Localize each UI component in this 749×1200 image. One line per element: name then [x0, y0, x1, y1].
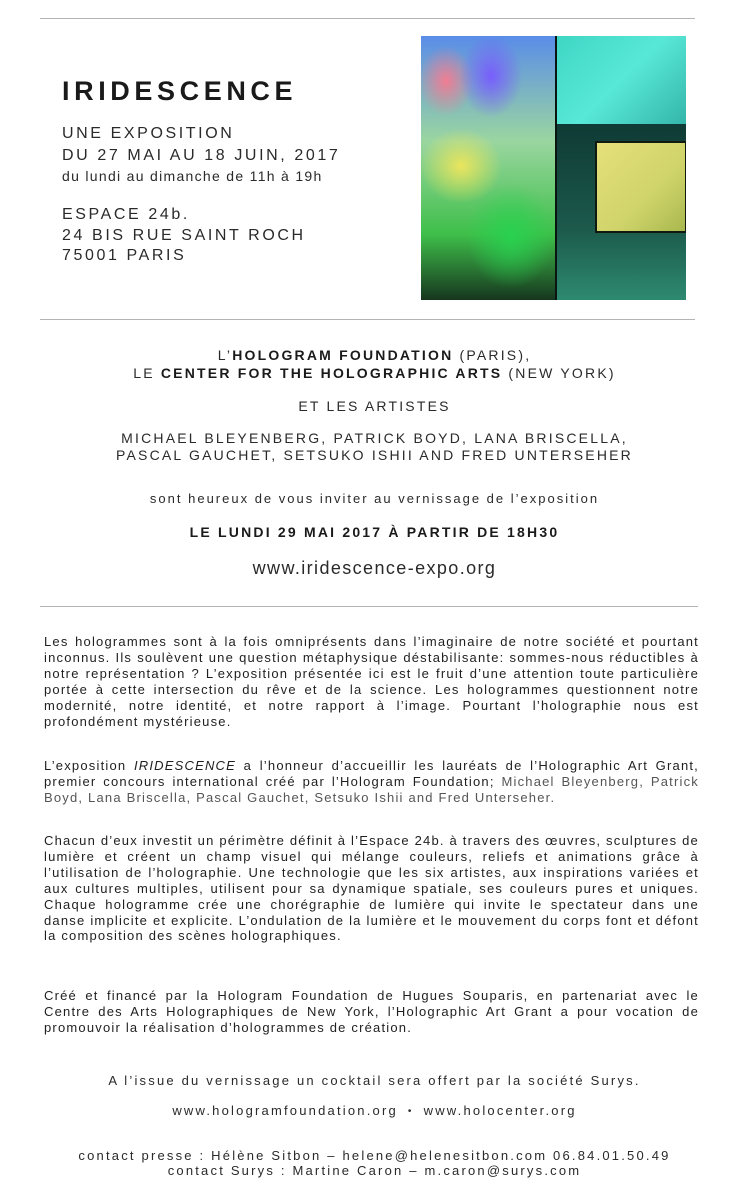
venue-street: 24 BIS RUE SAINT ROCH: [62, 227, 306, 244]
exhibition-website-link[interactable]: www.iridescence-expo.org: [252, 558, 497, 578]
vernissage-date: LE LUNDI 29 MAI 2017 À PARTIR DE 18H30: [189, 524, 560, 540]
paragraph-2-text: a l’honneur d’accueillir les lauréats de l’Holographic Art Grant, premier concours international créé par l’Hologram Foundation;: [44, 758, 699, 789]
section-divider-1: [40, 319, 695, 320]
artists-names-line-2: PASCAL GAUCHET, SETSUKO ISHII AND FRED UNTERSEHER: [116, 447, 633, 463]
center-name: CENTER FOR THE HOLOGRAPHIC ARTS: [160, 365, 503, 381]
body-paragraph-2: [44, 758, 699, 806]
hologram-foundation-link[interactable]: www.hologramfoundation.org: [172, 1103, 398, 1118]
exhibition-dates: DU 27 MAI AU 18 JUIN, 2017: [62, 147, 341, 164]
artwork-cyan-panel: [557, 36, 686, 124]
artwork-yellow-panel: [595, 141, 686, 233]
center-suffix: (NEW YORK): [502, 365, 616, 381]
foundation-suffix: (PARIS),: [453, 347, 532, 363]
body-paragraph-3: Chacun d’eux investit un périmètre définit à l’Espace 24b. à travers des œuvres, sculptures de lumière et créent un champ visuel qui mélange couleurs, reliefs et animations grâce à l’utilisation de l’holographie. Une technologie que les six artistes, aux inspirations variées et aux cultures multiples, utilisent pour sa dynamique spatiale, ses couleurs pures et uniques. Chaque hologramme crée une chorégraphie de lumière qui invite le spectateur dans une danse implicite et explicite. L’ondulation de la lumière et le mouvement du corps font et défont la composition des scènes holographiques.: [44, 833, 699, 944]
foundation-name: HOLOGRAM FOUNDATION: [232, 347, 454, 363]
artists-names-line-1: MICHAEL BLEYENBERG, PATRICK BOYD, LANA BRISCELLA,: [121, 430, 628, 446]
surys-contact: contact Surys : Martine Caron – m.caron@surys.com: [167, 1163, 582, 1178]
foundation-line: [0, 347, 749, 363]
laureates-names: Michael Bleyenberg, Patrick Boyd, Lana Briscella, Pascal Gauchet, Setsuko Ishii and Fred Unterseher.: [44, 773, 699, 805]
exhibition-label: UNE EXPOSITION: [62, 125, 235, 142]
section-divider-2: [40, 606, 698, 607]
artists-heading: ET LES ARTISTES: [298, 398, 451, 414]
artwork-left-panel: [421, 36, 555, 300]
paragraph-2-intro: L’exposition: [44, 758, 134, 773]
cocktail-notice: A l’issue du vernissage un cocktail sera offert par la société Surys.: [108, 1073, 641, 1088]
body-paragraph-4: Créé et financé par la Hologram Foundation de Hugues Souparis, en partenariat avec le Centre des Arts Holographiques de New York, l’Holographic Art Grant a pour vocation de promouvoir la réalisation d’hologrammes de création.: [44, 988, 699, 1035]
press-contact: contact presse : Hélène Sitbon – helene@helenesitbon.com 06.84.01.50.49: [78, 1148, 671, 1163]
venue-name: ESPACE 24b.: [62, 206, 190, 223]
footer-links: [0, 1103, 749, 1118]
foundation-prefix: L’: [217, 347, 233, 363]
link-separator: •: [407, 1106, 414, 1117]
venue-city: 75001 PARIS: [62, 247, 187, 264]
opening-hours: du lundi au dimanche de 11h à 19h: [62, 168, 323, 184]
exhibition-title: IRIDESCENCE: [62, 76, 298, 106]
hologram-artwork-image: [421, 36, 686, 300]
exhibition-title-italic: IRIDESCENCE: [133, 758, 237, 773]
top-divider: [40, 18, 695, 19]
holocenter-link[interactable]: www.holocenter.org: [423, 1103, 577, 1118]
invitation-text: sont heureux de vous inviter au vernissage de l’exposition: [149, 491, 600, 506]
center-line: [0, 365, 749, 381]
center-prefix: LE: [133, 365, 161, 381]
body-paragraph-1: Les hologrammes sont à la fois omniprésents dans l’imaginaire de notre société et pourtant inconnus. Ils soulèvent une question métaphysique déstabilisante: sommes-nous réductibles à notre représentation ? L’exposition présentée ici est le fruit d’une attention toute particulière portée à cette intersection du rêve et de la science. Les hologrammes questionnent notre modernité, notre identité, et notre rapport à l’image. Pourtant l’holographie nous est profondément mystérieuse.: [44, 634, 699, 729]
